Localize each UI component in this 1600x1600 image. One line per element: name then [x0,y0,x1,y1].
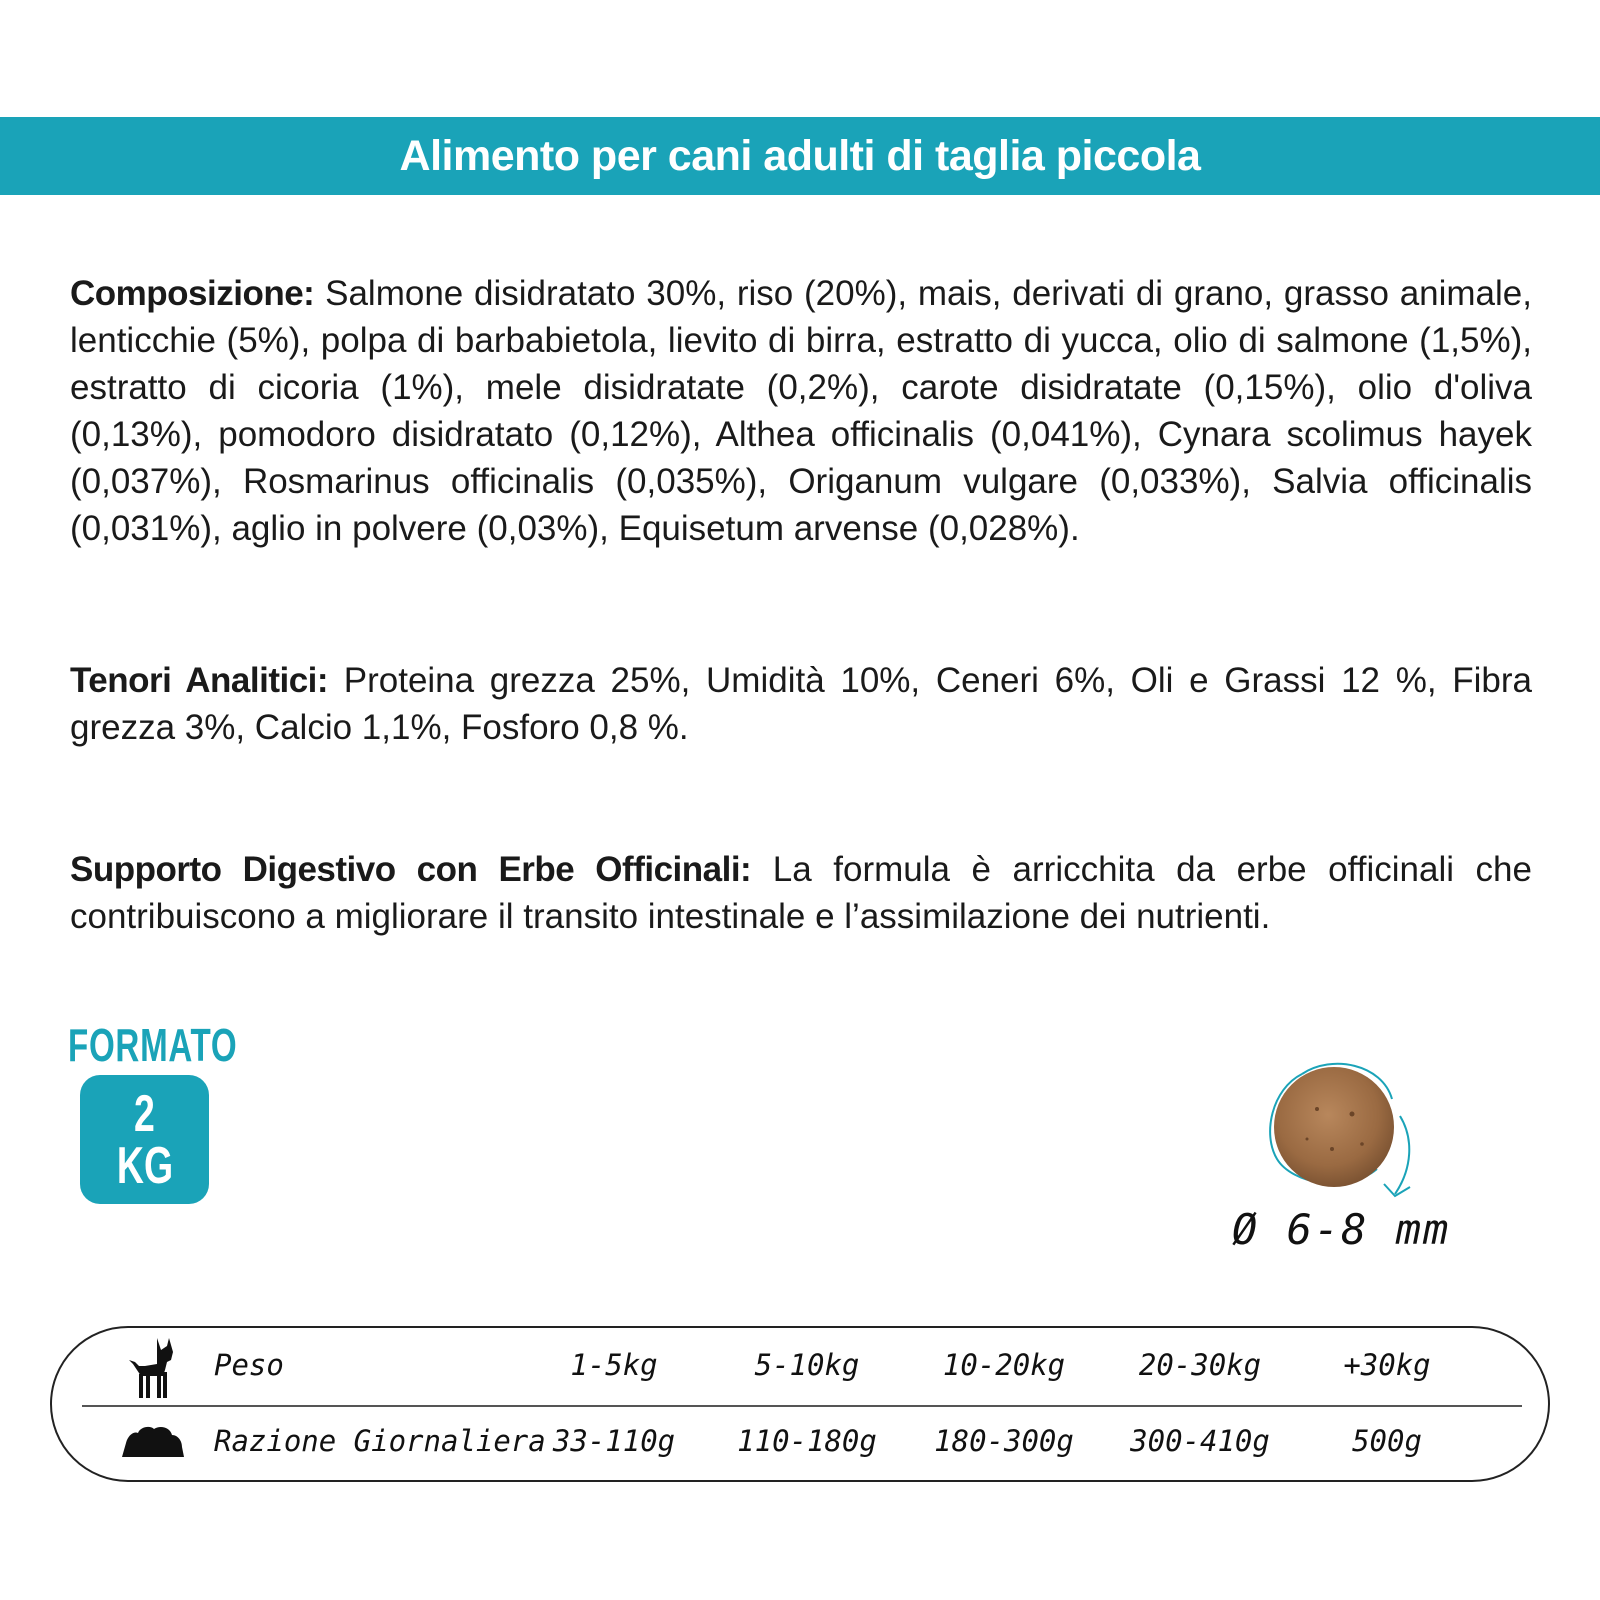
razione-cell: 180-300g [934,1424,1074,1458]
razione-cell: 110-180g [737,1424,877,1458]
page-title: Alimento per cani adulti di taglia piccola [399,131,1201,180]
razione-cell: 33-110g [552,1424,676,1458]
composition-section [70,270,1532,552]
peso-cell: 1-5kg [570,1348,658,1382]
analytics-section [70,657,1532,751]
razione-cell: 300-410g [1130,1424,1270,1458]
table-divider [82,1405,1522,1407]
peso-cell: 5-10kg [754,1348,860,1382]
feeding-table [50,1326,1550,1482]
peso-cell: 10-20kg [942,1348,1066,1382]
analytics-text: Proteina grezza 25%, Umidità 10%, Ceneri 6%, Oli e Grassi 12 %, Fibra grezza 3%, Calcio 1,1%, Fosforo 0,8 %. [70,661,1532,747]
title-banner [0,117,1600,195]
formato-amount: 2 [134,1084,155,1143]
food-pile-icon [120,1423,186,1459]
analytics-label: Tenori Analitici: [70,661,329,700]
digestive-label: Supporto Digestivo con Erbe Officinali: [70,850,752,889]
formato-unit: KG [116,1136,173,1195]
formato-badge [80,1075,209,1204]
formato-label: FORMATO [68,1019,238,1071]
kibble-size-label: Ø 6-8 mm [1232,1205,1451,1254]
composition-label: Composizione: [70,274,315,313]
row-label-peso: Peso [214,1348,284,1382]
razione-cell: 500g [1352,1424,1422,1458]
peso-cell: 20-30kg [1138,1348,1262,1382]
dog-icon [127,1336,181,1400]
peso-cell: +30kg [1343,1348,1431,1382]
row-label-razione: Razione Giornaliera [214,1424,546,1458]
composition-text: Salmone disidratato 30%, riso (20%), mais, derivati di grano, grasso animale, lenticchie (5%), polpa di barbabietola, lievito di birra, estratto di yucca, olio di salmone (1,5%), estratto di cicoria (1%), mele disidratate (0,2%), carote disidratate (0,15%), olio d'oliva (0,13%), pomodoro disidratato (0,12%), Althea officinalis (0,041%), Cynara scolimus hayek (0,037%), Rosmarinus officinalis (0,035%), Origanum vulgare (0,033%), Salvia officinalis (0,031%), aglio in polvere (0,03%), Equisetum arvense (0,028%). [70,274,1532,548]
digestive-text: La formula è arricchita da erbe officinali che contribuiscono a migliorare il transito intestinale e l’assimilazione dei nutrienti. [70,850,1532,936]
digestive-section [70,846,1532,940]
